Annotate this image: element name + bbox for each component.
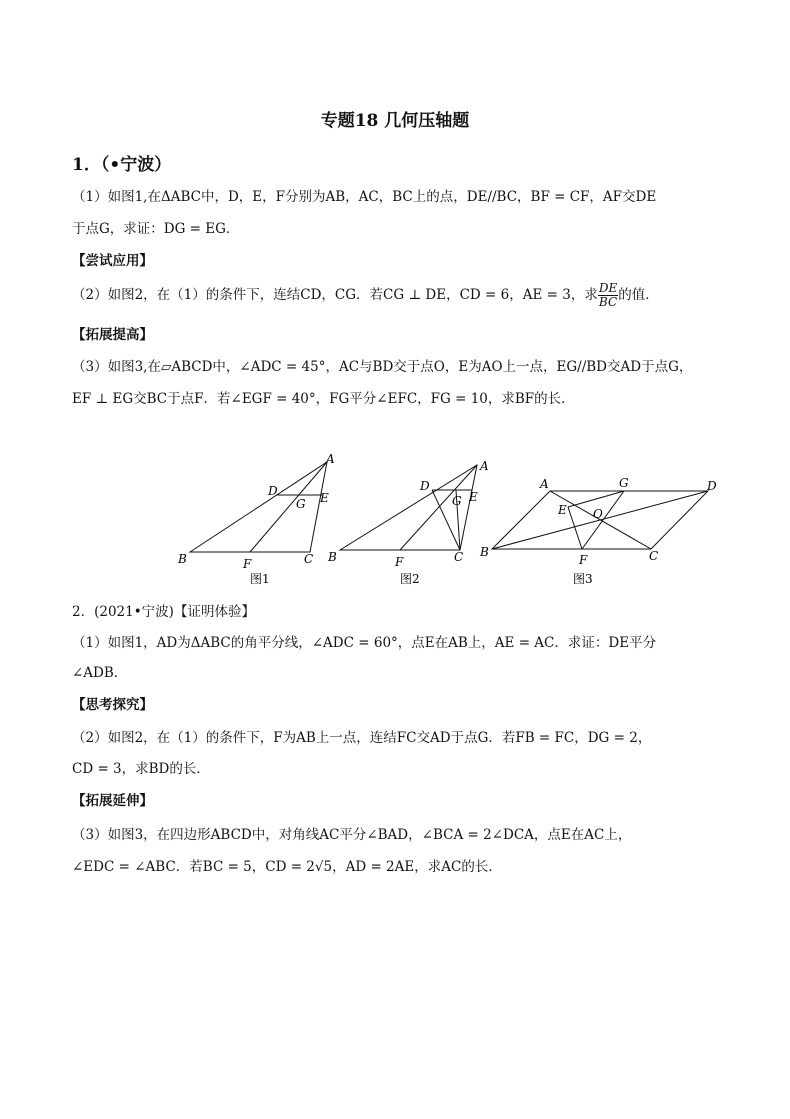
fig3-label-g: G: [619, 476, 629, 490]
fig1-segment-af: [250, 462, 327, 552]
q1-section-try: 【尝试应用】: [72, 253, 153, 269]
q1-part2-text: （2）如图2，在（1）的条件下，连结CD，CG．若CG ⊥ DE，CD = 6，AE = 3，求: [72, 287, 598, 303]
fraction-numerator: DE: [598, 281, 618, 295]
q2-section-think: 【思考探究】: [72, 697, 153, 713]
fig3-caption: 图3: [573, 572, 593, 586]
fig1-label-f: F: [243, 557, 252, 571]
fig1-label-d: D: [268, 484, 278, 498]
geometry-figures: [170, 450, 730, 590]
fig2-segment-af: [400, 465, 477, 550]
fraction-denominator: BC: [598, 295, 618, 309]
q1-part3-line1: （3）如图3,在▱ABCD中，∠ADC = 45°，AC与BD交于点O，E为AO上一点，EG//BD交AD于点G，: [72, 359, 693, 375]
fig1-label-b: B: [178, 552, 187, 566]
fig1-label-a: A: [326, 452, 335, 466]
fig1-label-c: C: [304, 552, 314, 566]
fig3-label-a: A: [540, 477, 549, 491]
fig2-label-g: G: [452, 494, 462, 508]
fig3-label-o: O: [593, 507, 603, 521]
fig2-label-e: E: [469, 490, 478, 504]
q2-part3-line1: （3）如图3，在四边形ABCD中，对角线AC平分∠BAD，∠BCA = 2∠DCA，点E在AC上，: [72, 827, 632, 843]
q1-part3-line2: EF ⊥ EG交BC于点F．若∠EGF = 40°，FG平分∠EFC，FG = 10，求BF的长．: [72, 391, 575, 407]
q2-part1-line2: ∠ADB．: [72, 665, 128, 681]
q1-part1-line2: 于点G，求证：DG = EG．: [72, 221, 240, 237]
q1-part2-line: [72, 282, 659, 309]
figures-row: [170, 450, 730, 594]
q2-part3-line2: ∠EDC = ∠ABC．若BC = 5，CD = 2√5，AD = 2AE，求AC的长．: [72, 859, 502, 875]
fig3-segment-fg: [582, 491, 624, 549]
fig2-label-f: F: [395, 555, 404, 569]
fig2-label-a: A: [480, 459, 489, 473]
fig2-label-d: D: [420, 479, 430, 493]
q2-part2-line2: CD = 3，求BD的长．: [72, 761, 210, 777]
q1-part1-line1: （1）如图1,在ΔABC中，D，E，F分别为AB，AC，BC上的点，DE//BC，BF = CF，AF交DE: [72, 189, 657, 205]
q2-section-extend: 【拓展延伸】: [72, 793, 153, 809]
fig2-label-b: B: [328, 550, 337, 564]
fig1-triangle-abc: [190, 462, 327, 552]
q2-part2-line1: （2）如图2，在（1）的条件下，F为AB上一点，连结FC交AD于点G．若FB = FC，DG = 2，: [72, 730, 652, 746]
fraction-de-bc: [598, 282, 618, 309]
question-1-heading: 1．（•宁波）: [72, 155, 172, 175]
fig2-label-c: C: [454, 550, 464, 564]
page-title: 专题18 几何压轴题: [320, 111, 470, 131]
fig3-label-f: F: [579, 553, 588, 567]
fig3-label-b: B: [480, 545, 489, 559]
fig3-label-d: D: [707, 479, 717, 493]
fig3-label-c: C: [649, 549, 659, 563]
fig1-caption: 图1: [250, 572, 270, 586]
fig3-segment-eg: [568, 491, 624, 507]
fig1-label-e: E: [320, 491, 329, 505]
q2-part1-line1: （1）如图1，AD为ΔABC的角平分线，∠ADC = 60°，点E在AB上，AE = AC．求证：DE平分: [72, 635, 657, 651]
fig2-caption: 图2: [400, 572, 420, 586]
q1-part2-tail: 的值．: [618, 287, 659, 303]
question-2-heading: 2．(2021•宁波)【证明体验】: [72, 604, 255, 620]
fig1-label-g: G: [296, 497, 306, 511]
fig3-label-e: E: [558, 503, 567, 517]
q1-section-extend: 【拓展提高】: [72, 327, 153, 343]
